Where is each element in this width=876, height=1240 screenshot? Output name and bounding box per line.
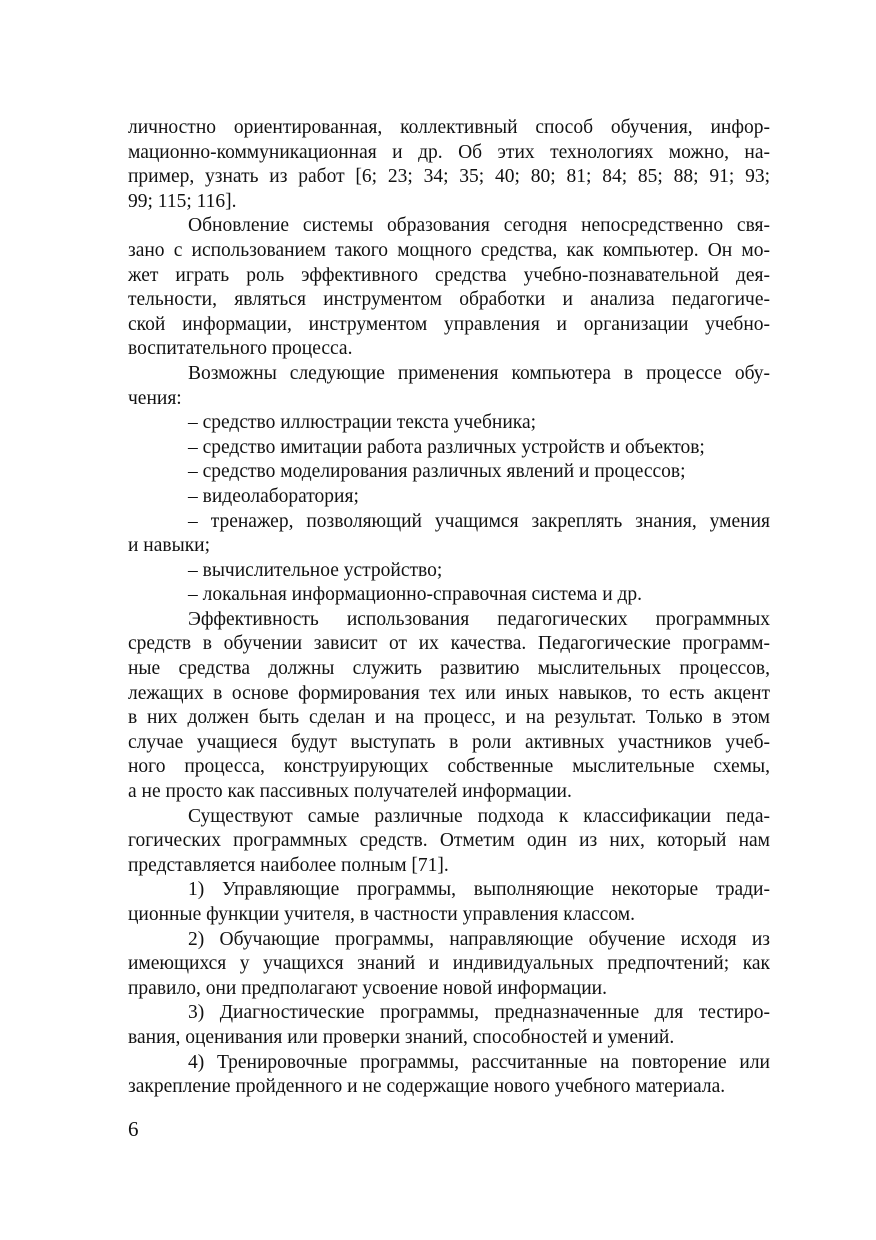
paragraph-item-1 [128,878,770,927]
text-line: Существуют самые различные подхода к классификации педа- [188,805,770,827]
text-line: тельности, являться инструментом обработки и анализа педагогиче- [128,289,770,311]
paragraph-item-4 [128,1051,770,1100]
list-item: – локальная информационно-справочная система и др. [188,584,643,606]
text-line: ного процесса, конструирующих собственные мыслительные схемы, [128,756,770,778]
list-item: – средство моделирования различных явлений и процессов; [188,461,686,483]
text-line: 2) Обучающие программы, направляющие обучение исходя из [188,928,770,950]
list-item: – вычислительное устройство; [188,559,443,581]
text-line: личностно ориентированная, коллективный способ обучения, инфор- [128,117,770,138]
text-line: имеющихся у учащихся знаний и индивидуальных предпочтений; как [128,953,770,975]
text-line: а не просто как пассивных получателей информации. [128,781,572,803]
text-line: лежащих в основе формирования тех или иных навыков, то есть акцент [128,682,770,704]
text-line: 99; 115; 116]. [128,190,237,212]
paragraph-computer [128,214,770,362]
list-item: – средство имитации работа различных устройств и объектов; [188,436,705,458]
text-line: зано с использованием такого мощного средства, как компьютер. Он мо- [128,239,770,261]
text-line: представляется наиболее полным [71]. [128,854,449,876]
text-line: правило, они предполагают усвоение новой информации. [128,977,607,999]
text-line: мационно-коммуникационная и др. Об этих технологиях можно, на- [128,141,770,163]
list-item: – средство иллюстрации текста учебника; [188,412,537,434]
text-line: в них должен быть сделан и на процесс, и на результат. Только в этом [128,707,770,729]
text-line: 1) Управляющие программы, выполняющие некоторые тради- [188,879,770,901]
page-body [128,116,770,1100]
paragraph-intro [128,116,770,214]
list-item: – видеолаборатория; [188,485,359,507]
list-item-continuation: и навыки; [128,535,211,557]
text-line: воспитательного процесса. [128,338,353,360]
text-line: пример, узнать из работ [6; 23; 34; 35; 40; 80; 81; 84; 85; 88; 91; 93; [128,166,770,188]
text-line: средств в обучении зависит от их качества. Педагогические программ- [128,633,770,655]
text-line: ные средства должны служить развитию мыслительных процессов, [128,658,770,680]
text-line: 4) Тренировочные программы, рассчитанные на повторение или [188,1051,770,1073]
paragraph-item-2 [128,928,770,1002]
text-line: ской информации, инструментом управления и организации учебно- [128,313,770,335]
text-line: жет играть роль эффективного средства учебно-познавательной дея- [128,264,770,286]
paragraph-effectiveness [128,608,770,805]
paragraph-classification [128,805,770,879]
text-line: случае учащиеся будут выступать в роли активных участников учеб- [128,731,770,753]
text-line: вания, оценивания или проверки знаний, способностей и умений. [128,1026,675,1048]
text-line: 3) Диагностические программы, предназначенные для тестиро- [188,1002,770,1024]
text-line: гогических программных средств. Отметим один из них, который нам [128,830,770,852]
text-line: чения: [128,387,182,409]
text-line: закрепление пройденного и не содержащие нового учебного материала. [128,1076,726,1098]
paragraph-item-3 [128,1001,770,1050]
paragraph-applications [128,362,770,411]
text-line: Эффективность использования педагогических программных [188,608,770,630]
list-item: – тренажер, позволяющий учащимся закреплять знания, умения [188,510,770,532]
applications-list [128,411,770,608]
page-number: 6 [128,1117,139,1141]
text-line: Обновление системы образования сегодня непосредственно свя- [188,215,770,237]
text-line: Возможны следующие применения компьютера в процессе обу- [188,362,770,384]
text-line: ционные функции учителя, в частности управления классом. [128,904,636,925]
